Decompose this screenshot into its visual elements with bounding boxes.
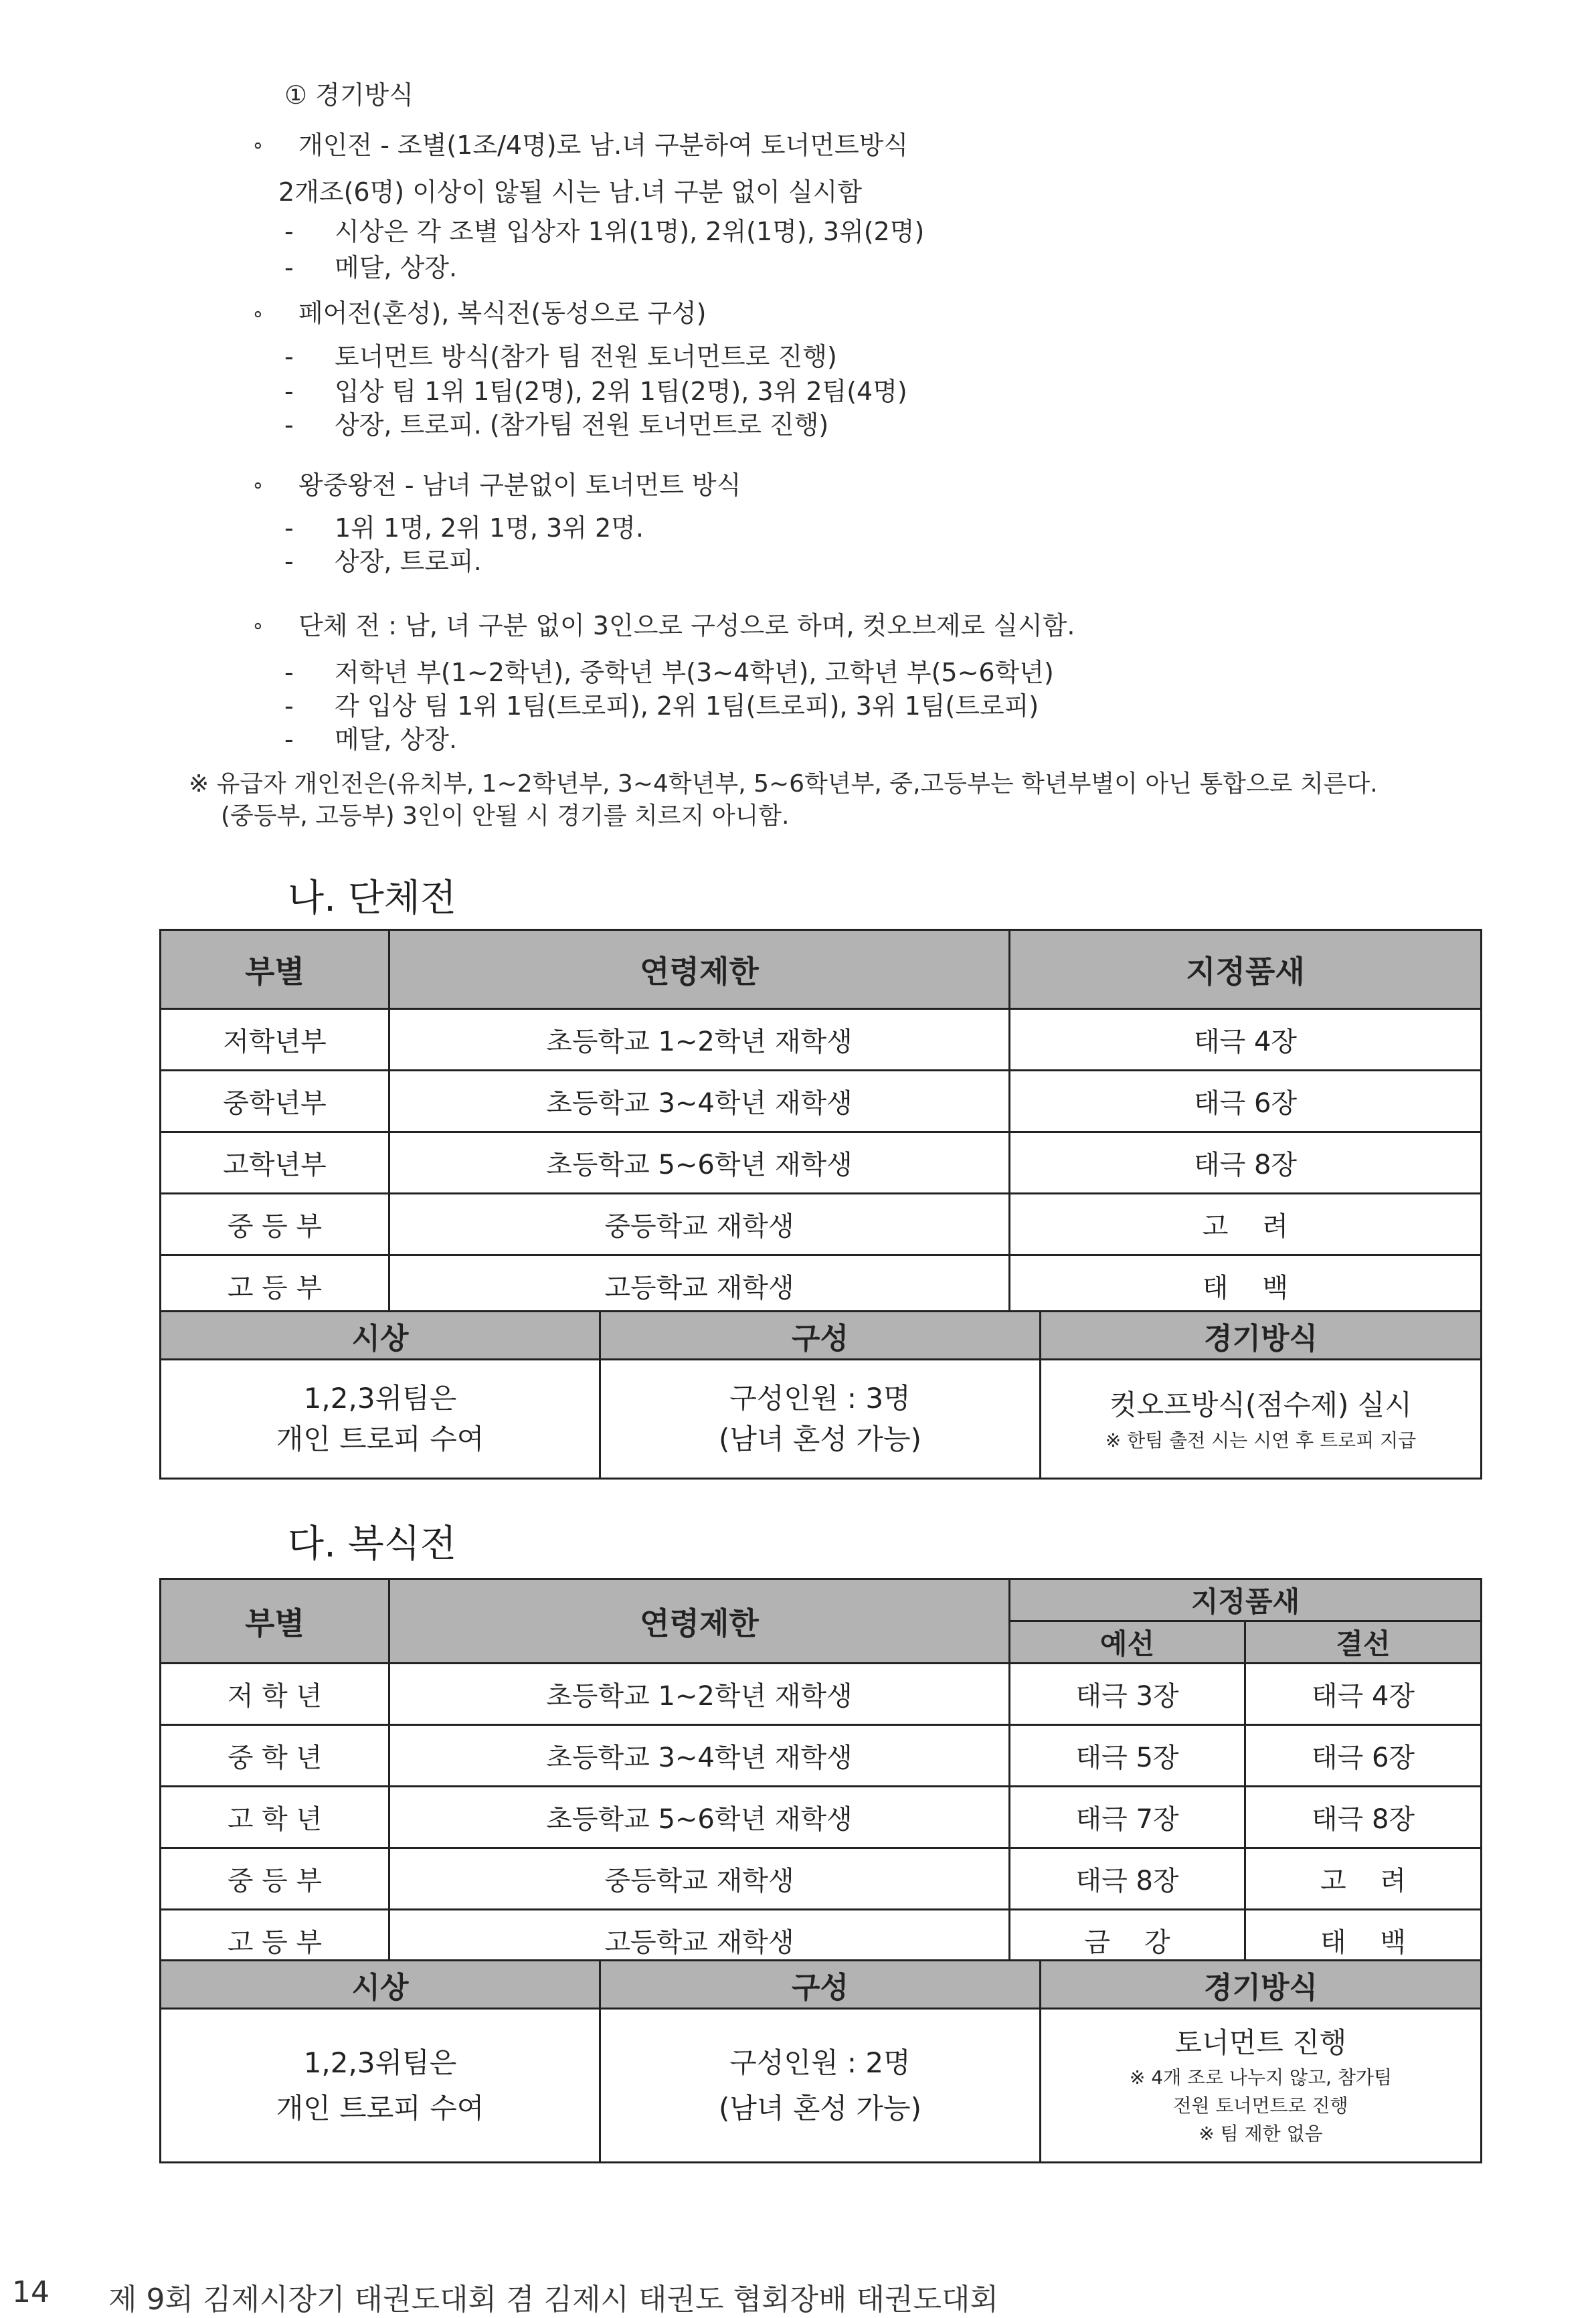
col-age: 연령제한 (389, 1579, 1010, 1664)
method-cell (1041, 2009, 1482, 2163)
division-cell: 고 등 부 (161, 1910, 389, 1971)
age-cell: 초등학교 1~2학년 재학생 (389, 1664, 1010, 1725)
age-cell: 초등학교 5~6학년 재학생 (389, 1132, 1010, 1194)
award-line: 1,2,3위팀은 (303, 1381, 457, 1415)
team-item: 메달, 상장. (335, 725, 458, 754)
award-header: 시상 (161, 1312, 600, 1360)
prelim-cell: 태극 7장 (1010, 1787, 1245, 1848)
remark-1: ※ 유급자 개인전은(유치부, 1~2학년부, 3~4학년부, 5~6학년부, 중,고등부는 학년부별이 아닌 통합으로 치른다. (189, 770, 1378, 798)
team-table (159, 929, 1482, 1318)
age-cell: 초등학교 5~6학년 재학생 (389, 1787, 1010, 1848)
method-line: 컷오프방식(점수제) 실시 (1110, 1389, 1412, 1422)
dash-icon: - (284, 691, 294, 721)
method-cell (1041, 1360, 1482, 1479)
dash-icon: - (284, 658, 294, 687)
table-row (161, 1071, 1482, 1132)
prelim-cell: 태극 5장 (1010, 1725, 1245, 1787)
table-row (161, 1664, 1482, 1725)
composition-header: 구성 (600, 1961, 1041, 2009)
method-header: 경기방식 (1041, 1961, 1482, 2009)
col-age: 연령제한 (389, 930, 1010, 1009)
king-title: 왕중왕전 - 남녀 구분없이 토너먼트 방식 (298, 470, 741, 500)
division-cell: 고 학 년 (161, 1787, 389, 1848)
king-item: 상장, 트로피. (335, 547, 482, 576)
division-cell: 고 등 부 (161, 1255, 389, 1317)
dash-icon: - (284, 547, 294, 576)
composition-line: 구성인원 : 2명 (729, 2046, 911, 2080)
award-cell (161, 1360, 600, 1479)
method-line: 토너먼트 진행 (1174, 2026, 1347, 2060)
award-line: 1,2,3위팀은 (303, 2046, 457, 2080)
dash-icon: - (284, 342, 294, 371)
pair-title: 페어전(혼성), 복식전(동성으로 구성) (298, 298, 707, 328)
poomsae-cell: 태극 6장 (1010, 1071, 1482, 1132)
individual-note: 2개조(6명) 이상이 않될 시는 남.녀 구분 없이 실시함 (278, 177, 863, 207)
division-cell: 중 등 부 (161, 1194, 389, 1255)
award-cell (161, 2009, 600, 2163)
poomsae-cell: 태 백 (1010, 1255, 1482, 1317)
doubles-section-title: 다. 복식전 (288, 1522, 456, 1566)
award-line: 개인 트로피 수여 (276, 1422, 484, 1455)
page-number: 14 (12, 2275, 50, 2309)
award-line: 개인 트로피 수여 (276, 2091, 484, 2125)
division-cell: 저학년부 (161, 1009, 389, 1071)
age-cell: 초등학교 1~2학년 재학생 (389, 1009, 1010, 1071)
dash-icon: - (284, 410, 294, 440)
pair-item: 상장, 트로피. (참가팀 전원 토너먼트로 진행) (335, 410, 829, 440)
table-row (161, 1132, 1482, 1194)
prelim-cell: 태극 8장 (1010, 1848, 1245, 1910)
table-row (161, 1194, 1482, 1255)
division-cell: 중학년부 (161, 1071, 389, 1132)
dash-icon: - (284, 377, 294, 406)
method-note: 전원 토너먼트로 진행 (1173, 2094, 1348, 2117)
final-cell: 고 려 (1245, 1848, 1482, 1910)
composition-cell (600, 2009, 1041, 2163)
method-note: ※ 팀 제한 없음 (1199, 2122, 1323, 2145)
king-item: 1위 1명, 2위 1명, 3위 2명. (335, 513, 644, 543)
table-row (161, 1255, 1482, 1317)
age-cell: 고등학교 재학생 (389, 1910, 1010, 1971)
final-cell: 태 백 (1245, 1910, 1482, 1971)
bullet-icon: ∘ (252, 134, 264, 157)
doubles-table (159, 1578, 1482, 1972)
team-item: 각 입상 팀 1위 1팀(트로피), 2위 1팀(트로피), 3위 1팀(트로피) (335, 691, 1039, 721)
team-section-title: 나. 단체전 (288, 877, 456, 920)
poomsae-cell: 태극 8장 (1010, 1132, 1482, 1194)
table-row (161, 1848, 1482, 1910)
age-cell: 중등학교 재학생 (389, 1848, 1010, 1910)
composition-line: (남녀 혼성 가능) (719, 1422, 921, 1455)
poomsae-cell: 태극 4장 (1010, 1009, 1482, 1071)
col-prelim: 예선 (1010, 1621, 1245, 1664)
age-cell: 초등학교 3~4학년 재학생 (389, 1725, 1010, 1787)
dash-icon: - (284, 217, 294, 246)
dash-icon: - (284, 253, 294, 282)
prelim-cell: 태극 3장 (1010, 1664, 1245, 1725)
remark-2: (중등부, 고등부) 3인이 안될 시 경기를 치르지 아니함. (221, 802, 790, 830)
col-division: 부별 (161, 930, 389, 1009)
composition-line: 구성인원 : 3명 (729, 1381, 911, 1415)
team-item: 저학년 부(1~2학년), 중학년 부(3~4학년), 고학년 부(5~6학년) (335, 658, 1054, 687)
bullet-icon: ∘ (252, 614, 264, 638)
composition-header: 구성 (600, 1312, 1041, 1360)
age-cell: 중등학교 재학생 (389, 1194, 1010, 1255)
rules-heading: ① 경기방식 (284, 80, 414, 110)
individual-item: 시상은 각 조별 입상자 1위(1명), 2위(1명), 3위(2명) (335, 217, 925, 246)
individual-title: 개인전 - 조별(1조/4명)로 남.녀 구분하여 토너먼트방식 (298, 130, 909, 160)
doubles-info-table (159, 1959, 1482, 2163)
table-row (161, 1787, 1482, 1848)
pair-item: 토너먼트 방식(참가 팀 전원 토너먼트로 진행) (335, 342, 837, 371)
team-title: 단체 전 : 남, 녀 구분 없이 3인으로 구성으로 하며, 컷오브제로 실시함. (298, 611, 1075, 640)
table-row (161, 1725, 1482, 1787)
age-cell: 고등학교 재학생 (389, 1255, 1010, 1317)
dash-icon: - (284, 513, 294, 543)
method-note: ※ 4개 조로 나누지 않고, 참가팀 (1129, 2066, 1393, 2088)
division-cell: 중 학 년 (161, 1725, 389, 1787)
final-cell: 태극 4장 (1245, 1664, 1482, 1725)
col-poomsae: 지정품새 (1010, 1579, 1482, 1621)
division-cell: 중 등 부 (161, 1848, 389, 1910)
award-header: 시상 (161, 1961, 600, 2009)
prelim-cell: 금 강 (1010, 1910, 1245, 1971)
bullet-icon: ∘ (252, 302, 264, 326)
col-division: 부별 (161, 1579, 389, 1664)
footer-title: 제 9회 김제시장기 태권도대회 겸 김제시 태권도 협회장배 태권도대회 (108, 2283, 998, 2317)
dash-icon: - (284, 725, 294, 754)
poomsae-cell: 고 려 (1010, 1194, 1482, 1255)
table-row (161, 1009, 1482, 1071)
composition-cell (600, 1360, 1041, 1479)
individual-item: 메달, 상장. (335, 253, 458, 282)
team-info-table (159, 1310, 1482, 1480)
col-poomsae: 지정품새 (1010, 930, 1482, 1009)
pair-item: 입상 팀 1위 1팀(2명), 2위 1팀(2명), 3위 2팀(4명) (335, 377, 907, 406)
final-cell: 태극 6장 (1245, 1725, 1482, 1787)
division-cell: 저 학 년 (161, 1664, 389, 1725)
age-cell: 초등학교 3~4학년 재학생 (389, 1071, 1010, 1132)
method-note: ※ 한팀 출전 시는 시연 후 트로피 지급 (1105, 1429, 1417, 1451)
col-final: 결선 (1245, 1621, 1482, 1664)
method-header: 경기방식 (1041, 1312, 1482, 1360)
bullet-icon: ∘ (252, 474, 264, 497)
division-cell: 고학년부 (161, 1132, 389, 1194)
composition-line: (남녀 혼성 가능) (719, 2091, 921, 2125)
final-cell: 태극 8장 (1245, 1787, 1482, 1848)
